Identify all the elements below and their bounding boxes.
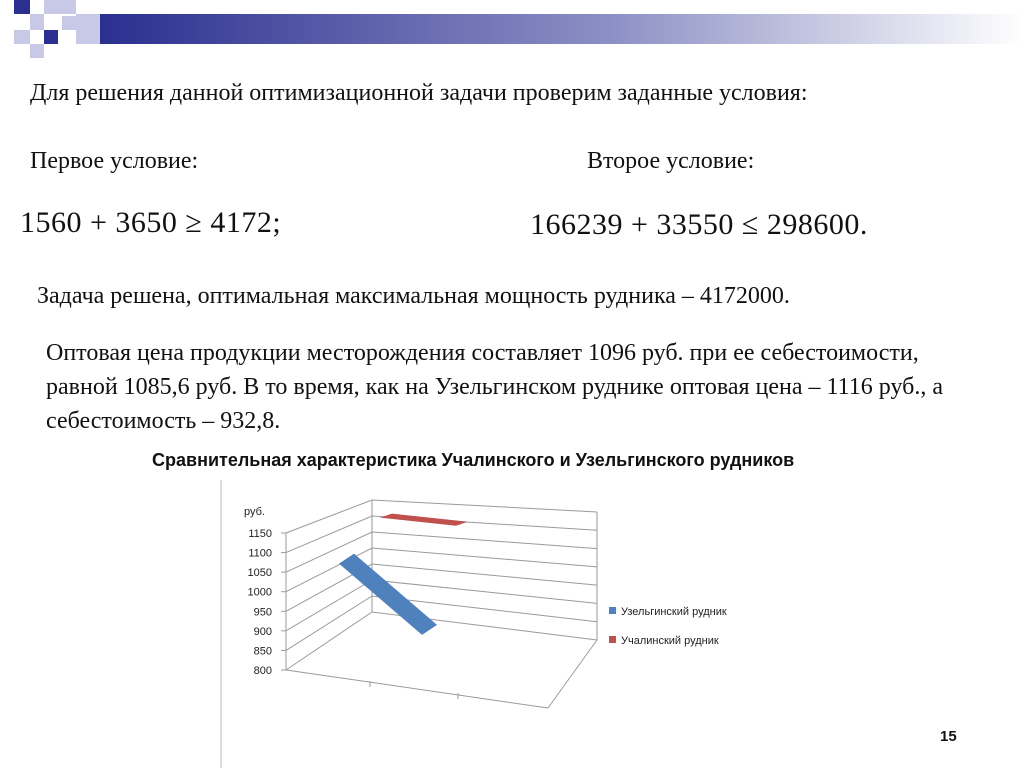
decor-square <box>60 0 76 14</box>
decor-square <box>30 44 44 58</box>
chart-grid <box>281 500 597 708</box>
gridline <box>286 500 597 533</box>
series-uchaly-ribbon <box>380 514 468 526</box>
decor-square <box>44 0 60 14</box>
decor-square <box>44 30 58 44</box>
y-axis-label: руб. <box>244 506 265 518</box>
y-tick-label: 1050 <box>247 567 272 580</box>
result-text: Задача решена, оптимальная максимальная мощность рудника – 4172000. <box>37 283 790 309</box>
first-condition-formula: 1560 + 3650 ≥ 4172; <box>20 206 282 239</box>
y-tick-label: 950 <box>253 606 272 619</box>
floor-right-edge <box>548 640 597 708</box>
y-tick-label: 1100 <box>248 547 272 560</box>
decor-square <box>30 14 44 30</box>
gridline <box>286 596 597 650</box>
y-tick-label: 900 <box>253 625 272 638</box>
y-tick-label: 850 <box>253 645 272 658</box>
y-tick-label: 1000 <box>247 586 272 599</box>
gridline <box>286 580 597 631</box>
decor-square <box>14 30 30 44</box>
y-tick-labels <box>248 528 272 677</box>
second-condition-formula: 166239 + 33550 ≤ 298600. <box>530 208 868 241</box>
chart-series-marks <box>339 514 468 635</box>
chart-legend <box>609 606 727 647</box>
header-gradient-bar <box>100 14 1024 44</box>
second-condition-label: Второе условие: <box>587 148 755 174</box>
intro-text: Для решения данной оптимизационной задачи проверим заданные условия: <box>30 80 808 106</box>
legend-swatch-uchaly <box>609 636 616 643</box>
decor-square <box>62 16 76 30</box>
floor-front-edge <box>286 670 548 708</box>
y-tick-label: 800 <box>253 665 272 677</box>
legend-label-uchaly: Учалинский рудник <box>621 635 719 647</box>
y-tick-label: 1150 <box>248 528 272 540</box>
decor-square <box>76 14 100 44</box>
header-decoration <box>0 0 1024 60</box>
price-paragraph: Оптовая цена продукции месторождения составляет 1096 руб. при ее себестоимости, равной 1085,6 руб. В то время, как на Узельгинском руднике оптовая цена – 1116 руб., а себестоимость – 932,8. <box>46 340 943 434</box>
comparison-chart <box>0 470 1024 768</box>
page-number: 15 <box>940 728 957 745</box>
legend-label-uzelga: Узельгинский рудник <box>621 606 727 618</box>
decor-square <box>14 0 30 14</box>
legend-swatch-uzelga <box>609 607 616 614</box>
gridline <box>286 532 597 572</box>
chart-caption: Сравнительная характеристика Учалинского и Узельгинского рудников <box>152 450 795 470</box>
first-condition-label: Первое условие: <box>30 148 199 174</box>
